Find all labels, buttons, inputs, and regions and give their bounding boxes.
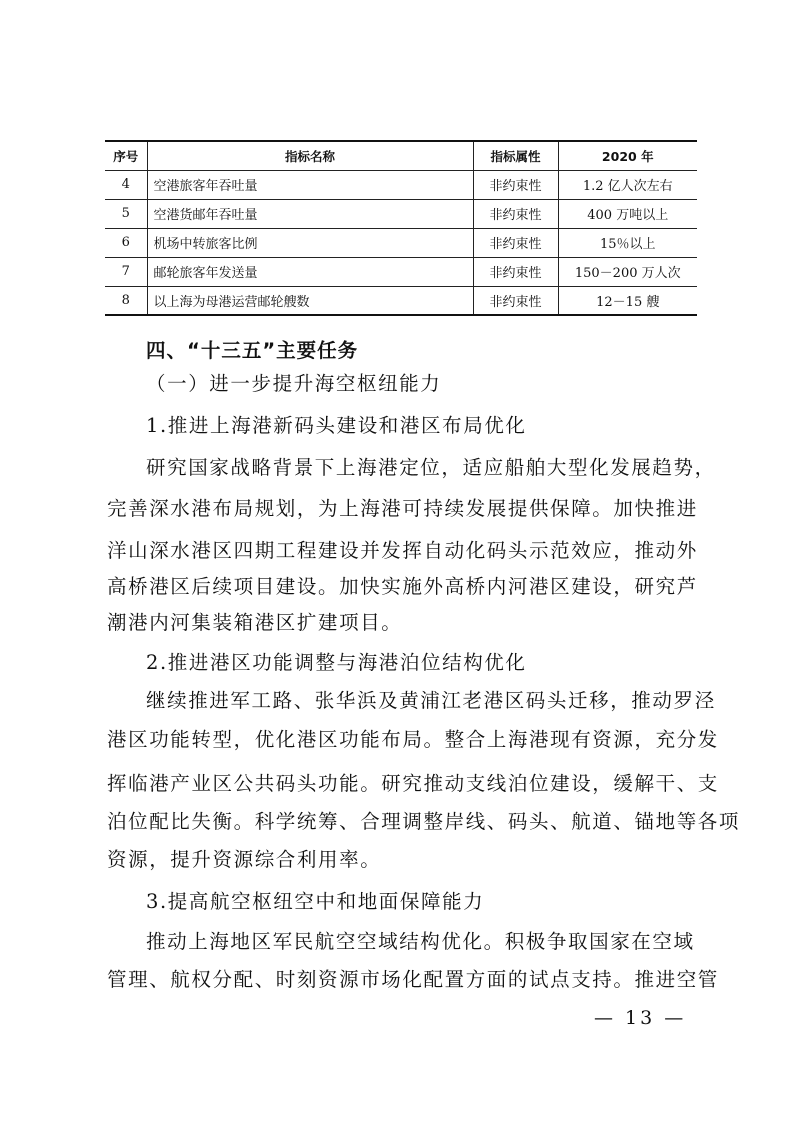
- cell-attr: 非约束性: [473, 170, 558, 199]
- table-row: [105, 170, 697, 199]
- paragraph-line: 洋山深水港区四期工程建设并发挥自动化码头示范效应，推动外: [107, 539, 698, 562]
- header-attr: 指标属性: [473, 141, 558, 170]
- paragraph-line: 推动上海地区军民航空空域结构优化。积极争取国家在空域: [146, 930, 695, 953]
- paragraph-line: 挥临港产业区公共码头功能。研究推动支线泊位建设，缓解干、支: [107, 772, 719, 795]
- table-row: [105, 228, 697, 257]
- item-heading: 3.提高航空枢纽空中和地面保障能力: [146, 890, 485, 913]
- header-year: 2020 年: [558, 141, 697, 170]
- cell-name: 邮轮旅客年发送量: [147, 257, 473, 286]
- paragraph-line: 继续推进军工路、张华浜及黄浦江老港区码头迁移，推动罗泾: [146, 689, 716, 712]
- subsection-heading: （一）进一步提升海空枢纽能力: [146, 372, 442, 395]
- table-row: [105, 199, 697, 228]
- table-header-row: [105, 141, 697, 170]
- section-heading: 四、“十三五”主要任务: [146, 339, 359, 362]
- paragraph-line: 研究国家战略背景下上海港定位，适应船舶大型化发展趋势，: [146, 456, 716, 479]
- paragraph-line: 高桥港区后续项目建设。加快实施外高桥内河港区建设，研究芦: [107, 575, 698, 598]
- cell-no: 8: [105, 286, 147, 315]
- cell-attr: 非约束性: [473, 228, 558, 257]
- cell-name: 以上海为母港运营邮轮艘数: [147, 286, 473, 315]
- paragraph-line: 资源，提升资源综合利用率。: [107, 848, 382, 871]
- cell-value: 15％以上: [558, 228, 697, 257]
- cell-no: 4: [105, 170, 147, 199]
- table-row: [105, 286, 697, 315]
- item-heading: 2.推进港区功能调整与海港泊位结构优化: [146, 651, 527, 674]
- cell-no: 5: [105, 199, 147, 228]
- cell-value: 400 万吨以上: [558, 199, 697, 228]
- item-heading: 1.推进上海港新码头建设和港区布局优化: [146, 414, 527, 437]
- cell-attr: 非约束性: [473, 286, 558, 315]
- paragraph-line: 完善深水港布局规划，为上海港可持续发展提供保障。加快推进: [107, 497, 698, 520]
- paragraph-line: 潮港内河集装箱港区扩建项目。: [107, 611, 403, 634]
- cell-attr: 非约束性: [473, 199, 558, 228]
- cell-name: 机场中转旅客比例: [147, 228, 473, 257]
- paragraph-line: 港区功能转型，优化港区功能布局。整合上海港现有资源，充分发: [107, 728, 719, 751]
- indicator-table: [105, 140, 697, 316]
- cell-value: 150－200 万人次: [558, 257, 697, 286]
- page-number: — 13 —: [594, 1007, 687, 1029]
- cell-name: 空港旅客年吞吐量: [147, 170, 473, 199]
- header-name: 指标名称: [147, 141, 473, 170]
- cell-attr: 非约束性: [473, 257, 558, 286]
- table-row: [105, 257, 697, 286]
- paragraph-line: 泊位配比失衡。科学统筹、合理调整岸线、码头、航道、锚地等各项: [107, 810, 741, 833]
- cell-name: 空港货邮年吞吐量: [147, 199, 473, 228]
- cell-no: 7: [105, 257, 147, 286]
- cell-value: 1.2 亿人次左右: [558, 170, 697, 199]
- paragraph-line: 管理、航权分配、时刻资源市场化配置方面的试点支持。推进空管: [107, 968, 719, 991]
- cell-value: 12－15 艘: [558, 286, 697, 315]
- header-no: 序号: [105, 141, 147, 170]
- cell-no: 6: [105, 228, 147, 257]
